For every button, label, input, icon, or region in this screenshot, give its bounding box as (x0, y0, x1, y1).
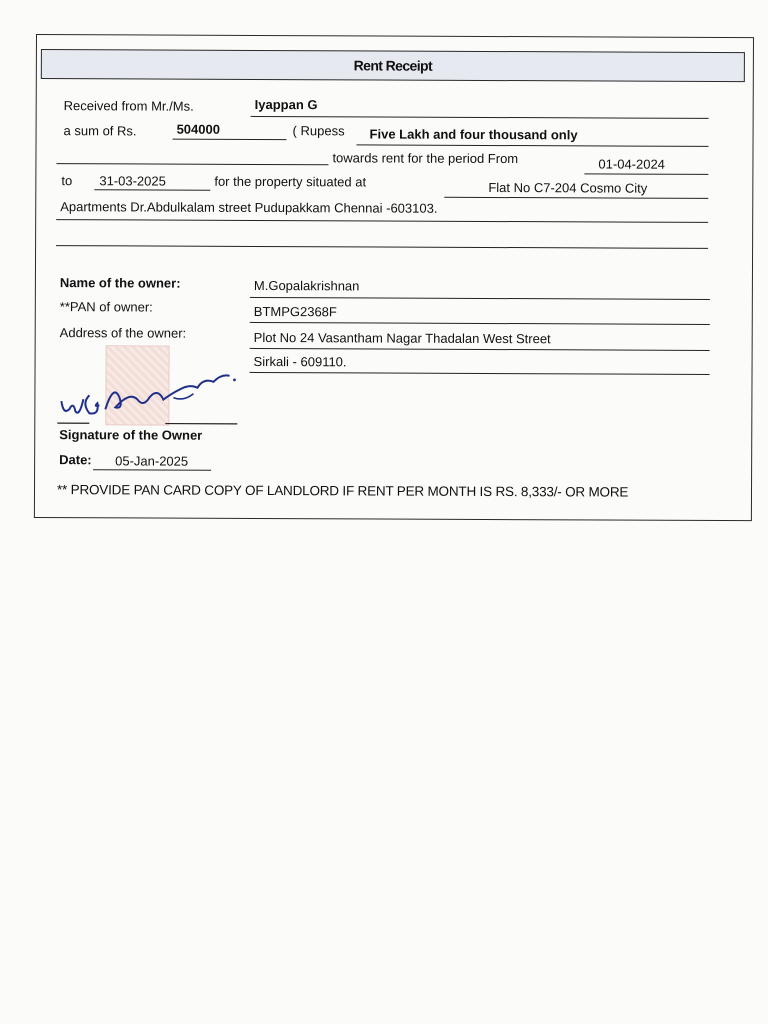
received-from-label: Received from Mr./Ms. (63, 98, 194, 114)
owner-pan-label: **PAN of owner: (59, 299, 153, 315)
pan-requirement-note: ** PROVIDE PAN CARD COPY OF LANDLORD IF RENT PER MONTH IS RS. 8,333/- OR MORE (56, 482, 629, 500)
owner-name: M.Gopalakrishnan (253, 277, 360, 294)
period-from-line (584, 173, 708, 175)
signature-date: 05-Jan-2025 (115, 453, 189, 469)
signature-label: Signature of the Owner (59, 427, 203, 443)
owner-address-label: Address of the owner: (59, 325, 187, 341)
owner-address-line2: Sirkali - 609110. (253, 353, 347, 370)
blank-line-2 (56, 245, 708, 249)
date-line (93, 469, 211, 471)
blank-line-1 (56, 163, 328, 165)
amount-words: Five Lakh and four thousand only (369, 126, 578, 143)
owner-address-line1-rule (250, 348, 710, 351)
amount-line (173, 139, 287, 140)
period-to: 31-03-2025 (99, 173, 166, 189)
owner-address-line2-rule (250, 372, 710, 375)
rent-receipt (34, 34, 754, 521)
property-address-line1-rule (444, 197, 708, 199)
owner-name-line (250, 297, 710, 300)
owner-name-label: Name of the owner: (59, 275, 181, 291)
amount-value: 504000 (176, 121, 221, 137)
receipt-title: Rent Receipt (41, 49, 745, 82)
owner-pan: BTMPG2368F (253, 303, 337, 320)
towards-label: towards rent for the period From (332, 150, 519, 167)
tenant-name-line (251, 116, 709, 119)
sum-label: a sum of Rs. (63, 123, 137, 139)
amount-words-line (357, 144, 709, 147)
property-label: for the property situated at (214, 173, 367, 190)
period-to-line (94, 189, 210, 191)
owner-pan-line (250, 322, 710, 325)
to-label: to (61, 173, 73, 189)
address-line2-rule (56, 219, 708, 223)
property-address-line2: Apartments Dr.Abdulkalam street Pudupakkam Chennai -603103. (60, 199, 438, 216)
property-address-line1: Flat No C7-204 Cosmo City (488, 179, 648, 196)
period-from: 01-04-2024 (598, 156, 665, 172)
date-label: Date: (59, 452, 92, 468)
tenant-name: Iyappan G (254, 96, 318, 113)
owner-address-line1: Plot No 24 Vasantham Nagar Thadalan West Street (253, 329, 551, 347)
owner-signature-image (53, 343, 243, 434)
rupees-label: ( Rupess (292, 123, 345, 139)
